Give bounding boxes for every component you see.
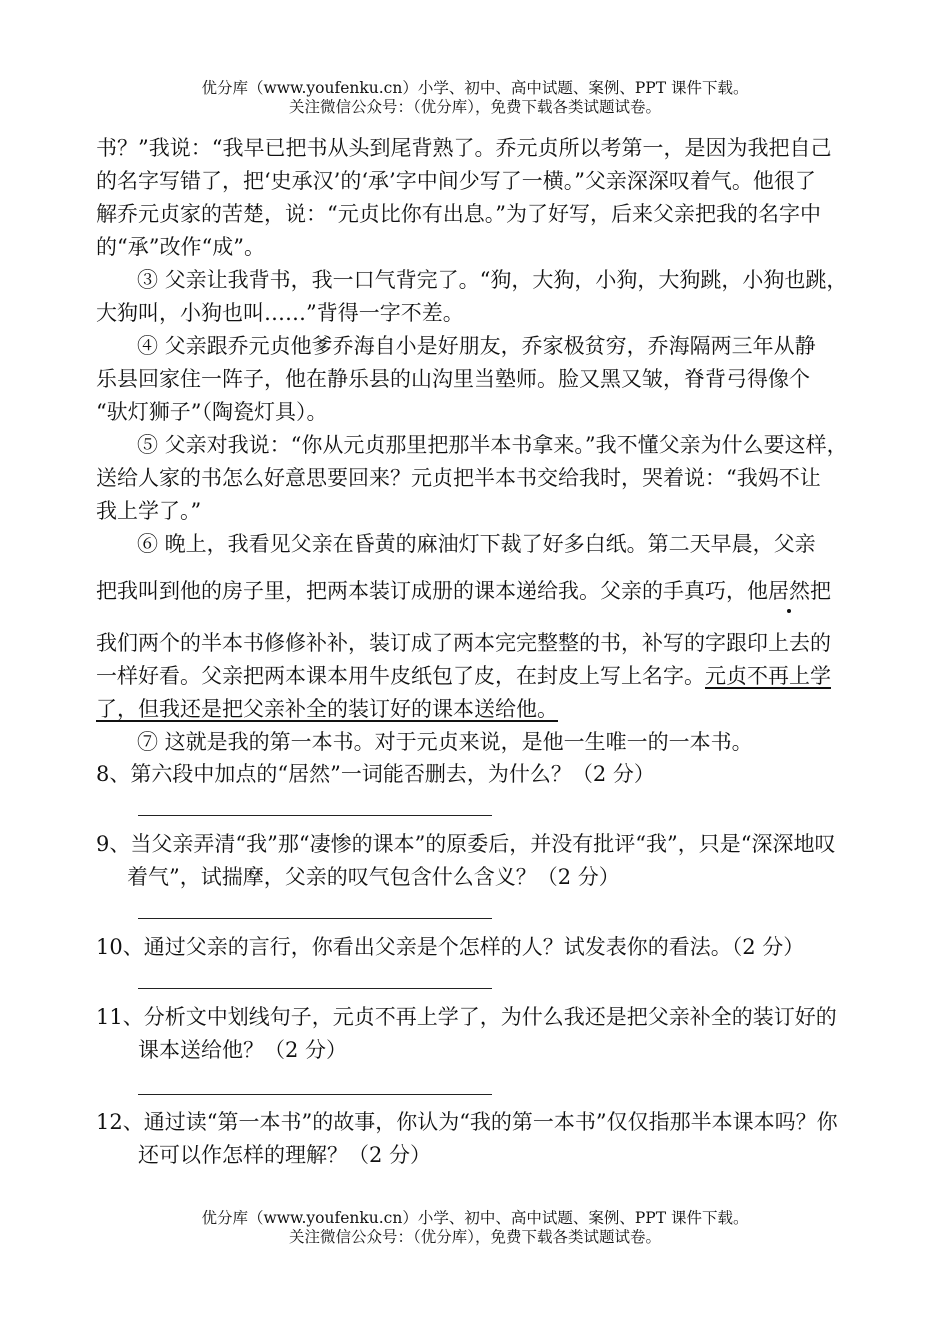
passage-line: 的“承”改作“成”。 <box>96 235 265 259</box>
page-header <box>0 79 950 117</box>
paragraph-6-line: ⑥ 晚上，我看见父亲在昏黄的麻油灯下裁了好多白纸。第二天早晨，父亲 <box>137 532 816 556</box>
paragraph-6-text: 把 <box>810 579 831 603</box>
question-12: 12、通过读“第一本书”的故事，你认为“我的第一本书”仅仅指那半本课本吗？你 <box>96 1110 838 1134</box>
passage-line: 解乔元贞家的苦楚，说：“元贞比你有出息。”为了好写，后来父亲把我的名字中 <box>96 202 821 226</box>
question-10: 10、通过父亲的言行，你看出父亲是个怎样的人？试发表你的看法。（2 分） <box>96 935 805 959</box>
footer-line-2: 关注微信公众号：（优分库），免费下载各类试题试卷。 <box>288 1228 661 1246</box>
emphasized-word-juran: 居然 <box>768 579 810 603</box>
question-9: 9、当父亲弄清“我”那“凄惨的课本”的原委后，并没有批评“我”，只是“深深地叹 <box>96 832 836 856</box>
question-9-cont: 着气”，试揣摩，父亲的叹气包含什么含义？（2 分） <box>127 865 620 889</box>
paragraph-5-line: 我上学了。” <box>96 499 202 523</box>
paragraph-4-line: “驮灯狮子”（陶瓷灯具）。 <box>96 400 328 424</box>
question-8: 8、第六段中加点的“居然”一词能否删去，为什么？（2 分） <box>96 762 655 786</box>
answer-line-11[interactable] <box>138 1094 492 1095</box>
paragraph-4-line: ④ 父亲跟乔元贞他爹乔海自小是好朋友，乔家极贫穷，乔海隔两三年从静 <box>137 334 816 358</box>
question-11: 11、分析文中划线句子，元贞不再上学了，为什么我还是把父亲补全的装订好的 <box>96 1005 837 1029</box>
underlined-sentence: 了，但我还是把父亲补全的装订好的课本送给他。 <box>96 697 558 721</box>
paragraph-7-line: ⑦ 这就是我的第一本书。对于元贞来说，是他一生唯一的一本书。 <box>137 730 753 754</box>
answer-line-8[interactable] <box>138 815 492 816</box>
passage-line: 书？”我说：“我早已把书从头到尾背熟了。乔元贞所以考第一，是因为我把自己 <box>96 136 832 160</box>
passage-line: 的名字写错了，把‘史承汉’的‘承’字中间少写了一横。”父亲深深叹着气。他很了 <box>96 169 816 193</box>
paragraph-6-line <box>96 662 831 690</box>
paragraph-6-text: 一样好看。父亲把两本课本用牛皮纸包了皮，在封皮上写上名字。 <box>96 664 705 688</box>
question-12-cont: 还可以作怎样的理解？（2 分） <box>138 1143 432 1167</box>
underlined-sentence: 元贞不再上学 <box>705 664 831 688</box>
header-line-2: 关注微信公众号：（优分库），免费下载各类试题试卷。 <box>288 98 661 116</box>
answer-line-10[interactable] <box>138 988 492 989</box>
paragraph-6-line <box>96 695 558 723</box>
header-line-1: 优分库（www.youfenku.cn）小学、初中、高中试题、案例、PPT 课件下载。 <box>201 79 749 97</box>
paragraph-4-line: 乐县回家住一阵子，他在静乐县的山沟里当塾师。脸又黑又皱，脊背弓得像个 <box>96 367 810 391</box>
paragraph-3-line: 大狗叫，小狗也叫……”背得一字不差。 <box>96 301 464 325</box>
question-11-cont: 课本送给他？（2 分） <box>138 1038 348 1062</box>
paragraph-3-line: ③ 父亲让我背书，我一口气背完了。“狗，大狗，小狗，大狗跳，小狗也跳， <box>137 268 848 292</box>
paragraph-6-text: 把我叫到他的房子里，把两本装订成册的课本递给我。父亲的手真巧，他 <box>96 579 768 603</box>
paragraph-5-line: ⑤ 父亲对我说：“你从元贞那里把那半本书拿来。”我不懂父亲为什么要这样， <box>137 433 848 457</box>
answer-line-9[interactable] <box>138 918 492 919</box>
paragraph-6-line: 我们两个的半本书修修补补，装订成了两本完完整整的书，补写的字跟印上去的 <box>96 631 831 655</box>
page-footer <box>0 1209 950 1247</box>
paragraph-6-line <box>96 577 831 605</box>
footer-line-1: 优分库（www.youfenku.cn）小学、初中、高中试题、案例、PPT 课件下载。 <box>201 1209 749 1227</box>
paragraph-5-line: 送给人家的书怎么好意思要回来？元贞把半本书交给我时，哭着说：“我妈不让 <box>96 466 821 490</box>
